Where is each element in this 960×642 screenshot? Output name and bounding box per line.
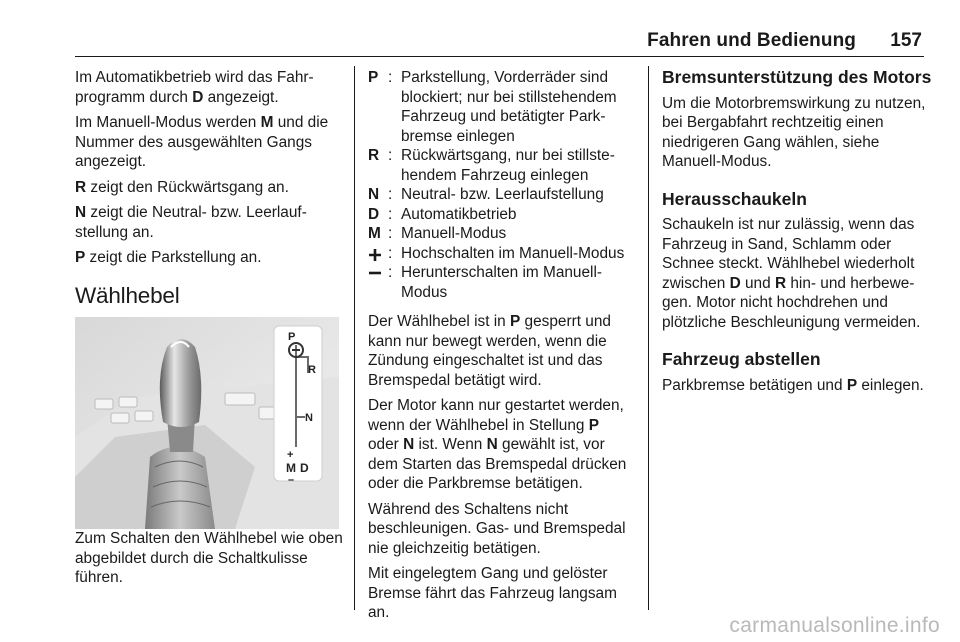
position-key-n: N [368, 186, 380, 203]
position-key-m: M [368, 225, 381, 242]
column-left [75, 68, 345, 594]
list-item: R : Rückwärtsgang, nur bei stillstehendem Fahrzeug einlegen [368, 146, 633, 185]
position-description: Manuell-Modus [401, 225, 507, 242]
gear-position-list [368, 68, 633, 302]
gear-lever-drawing [75, 317, 339, 529]
gate-label-d: D [300, 461, 309, 475]
list-item: P : Parkstellung, Vorderräder sind blockiert; nur bei stillstehendem Fahrzeug und betätigter Parkbremse einlegen [368, 68, 633, 146]
column-middle [368, 68, 633, 629]
position-key-p: P [368, 69, 379, 86]
minus-icon [368, 263, 388, 281]
position-key-d: D [368, 205, 380, 223]
gear-lever-illustration [75, 317, 339, 529]
paragraph-engine-braking: Um die Motorbremswirkung zu nutzen, bei Bergabfahrt rechtzeitig einen niedrigeren Gang wählen, siehe Manuell-Modus. [662, 94, 926, 170]
heading-parking: Fahrzeug abstellen [662, 349, 821, 369]
paragraph-reverse: R zeigt den Rückwärtsgang an. [75, 178, 289, 196]
paragraph-manual-mode: Im Manuell-Modus werden M und die Nummer des ausgewählten Gangs angezeigt. [75, 114, 329, 170]
paragraph-engine-start: Der Motor kann nur gestartet werden, wenn der Wählhebel in Stellung P oder N ist. Wenn N gewählt ist, vor dem Starten das Bremspedal drücken oder die Parkbremse betätigen. [368, 397, 627, 492]
paragraph-neutral: N zeigt die Neutral- bzw. Leerlaufstellung an. [75, 204, 307, 241]
position-description: Neutral- bzw. Leerlaufstellung [401, 186, 604, 203]
gate-label-r: R [308, 364, 316, 376]
position-key-r: R [368, 147, 380, 164]
page-number: 157 [890, 30, 922, 51]
list-item: N : Neutral- bzw. Leerlaufstellung [368, 185, 633, 205]
paragraph-lever-lock: Der Wählhebel ist in P gesperrt und kann nur bewegt werden, wenn die Zündung eingeschaltet ist und das Bremspedal betätigt wird. [368, 313, 611, 389]
figure-caption: Zum Schalten den Wählhebel wie oben abgebildet durch die Schaltkulisse führen. [75, 530, 343, 586]
heading-engine-braking: Bremsunterstützung des Motors [662, 67, 932, 87]
gate-label-p: P [288, 331, 296, 343]
list-item: D : Automatikbetrieb [368, 205, 633, 225]
position-description: Parkstellung, Vorderräder sind blockiert; nur bei stillstehendem Fahrzeug und betätigter Parkbremse einlegen [401, 69, 617, 145]
column-divider-2 [648, 66, 649, 610]
paragraph-rocking: Schaukeln ist nur zulässig, wenn das Fahrzeug in Sand, Schlamm oder Schnee steckt. Wählhebel wiederholt zwischen D und R hin- und herbewegen. Motor nicht hochdrehen und plötzliche Beschleunigung vermeiden. [662, 216, 921, 331]
page-header [0, 0, 960, 56]
heading-selector-lever: Wählhebel [75, 282, 180, 308]
section-title: Fahren und Bedienung [647, 30, 856, 51]
paragraph-automatic-mode: Im Automatikbetrieb wird das Fahrprogramm durch D angezeigt. [75, 69, 314, 106]
watermark: carmanualsonline.info [729, 614, 940, 637]
gate-label-minus: – [288, 474, 295, 486]
list-item: : Herunterschalten im Manuell-Modus [368, 263, 633, 302]
plus-icon [368, 244, 388, 262]
paragraph-parking: Parkbremse betätigen und P einlegen. [662, 376, 924, 394]
position-description: Automatikbetrieb [401, 205, 517, 223]
column-right [662, 68, 932, 401]
paragraph-creep: Mit eingelegtem Gang und gelöster Bremse fährt das Fahrzeug langsam an. [368, 565, 617, 621]
paragraph-shifting: Während des Schaltens nicht beschleunigen. Gas- und Bremspedal nie gleichzeitig betätigen. [368, 500, 626, 557]
position-description: Hochschalten im Manuell-Modus [401, 244, 625, 262]
gate-label-n: N [305, 412, 313, 424]
list-item: : Hochschalten im Manuell-Modus [368, 244, 633, 264]
position-description: Rückwärtsgang, nur bei stillstehendem Fahrzeug einlegen [401, 147, 615, 184]
gate-label-m: M [286, 461, 296, 475]
column-divider-1 [354, 66, 355, 610]
position-description: Herunterschalten im Manuell-Modus [401, 264, 603, 301]
paragraph-park: P zeigt die Parkstellung an. [75, 249, 262, 266]
gate-label-plus: + [287, 449, 294, 461]
heading-rocking: Herausschaukeln [662, 188, 807, 209]
header-rule [75, 56, 924, 57]
list-item: M : Manuell-Modus [368, 224, 633, 244]
